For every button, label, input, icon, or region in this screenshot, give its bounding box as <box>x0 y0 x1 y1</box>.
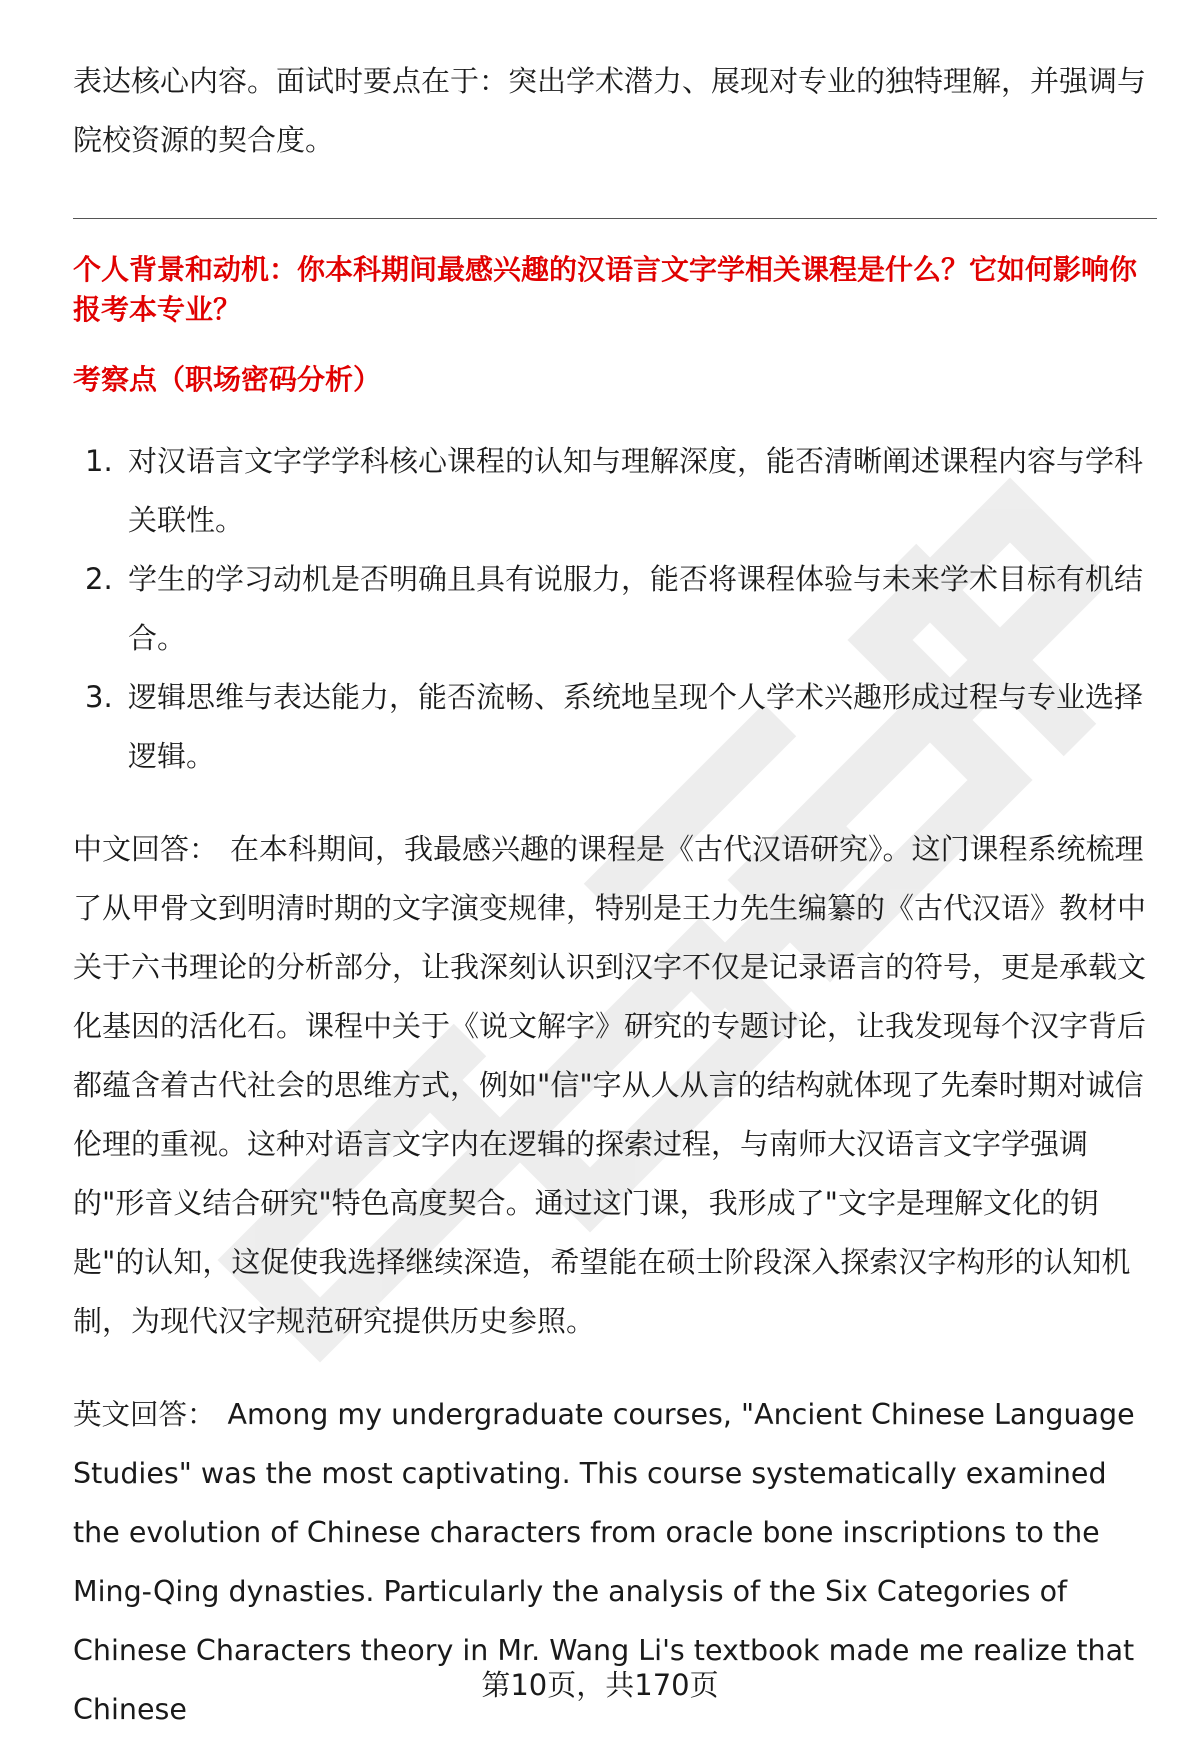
chinese-answer <box>73 820 1153 1351</box>
list-text: 学生的学习动机是否明确且具有说服力，能否将课程体验与未来学术目标有机结合。 <box>128 562 1144 655</box>
section-divider <box>73 218 1157 219</box>
chinese-answer-label: 中文回答： <box>73 832 219 866</box>
list-number: 3. <box>85 680 113 714</box>
english-answer-label: 英文回答： <box>73 1398 216 1431</box>
list-item <box>73 432 1153 550</box>
chinese-answer-text: 在本科期间，我最感兴趣的课程是《古代汉语研究》。这门课程系统梳理了从甲骨文到明清时期的文字演变规律，特别是王力先生编纂的《古代汉语》教材中关于六书理论的分析部分，让我深刻认识到汉字不仅是记录语言的符号，更是承载文化基因的活化石。课程中关于《说文解字》研究的专题讨论，让我发现每个汉字背后都蕴含着古代社会的思维方式，例如"信"字从人从言的结构就体现了先秦时期对诚信伦理的重视。这种对语言文字内在逻辑的探索过程，与南师大汉语言文字学强调的"形音义结合研究"特色高度契合。通过这门课，我形成了"文字是理解文化的钥匙"的认知，这促使我选择继续深造，希望能在硕士阶段深入探索汉字构形的认知机制，为现代汉字规范研究提供历史参照。 <box>73 832 1147 1338</box>
assessment-points <box>73 432 1153 786</box>
page-footer: 第10页，共170页 <box>481 1668 719 1702</box>
list-text: 对汉语言文字学学科核心课程的认知与理解深度，能否清晰阐述课程内容与学科关联性。 <box>128 444 1144 537</box>
list-item <box>73 668 1153 786</box>
list-number: 2. <box>85 562 113 596</box>
intro-paragraph: 表达核心内容。面试时要点在于：突出学术潜力、展现对专业的独特理解，并强调与院校资源的契合度。 <box>73 64 1147 157</box>
question-title: 个人背景和动机：你本科期间最感兴趣的汉语言文字学相关课程是什么？它如何影响你报考本专业？ <box>73 253 1138 326</box>
list-text: 逻辑思维与表达能力，能否流畅、系统地呈现个人学术兴趣形成过程与专业选择逻辑。 <box>128 680 1144 773</box>
english-answer-text: Among my undergraduate courses, "Ancient Chinese Language Studies" was the most captivating. This course systematically examined the evolution of Chinese characters from oracle bone inscriptions to the Ming-Qing dynasties. Particularly the analysis of the Six Categories of Chinese Characters theory in Mr. Wang Li's textbook made me realize that Chinese <box>73 1398 1135 1726</box>
list-item <box>73 550 1153 668</box>
list-number: 1. <box>85 444 113 478</box>
assessment-subtitle: 考察点（职场密码分析） <box>73 363 382 396</box>
